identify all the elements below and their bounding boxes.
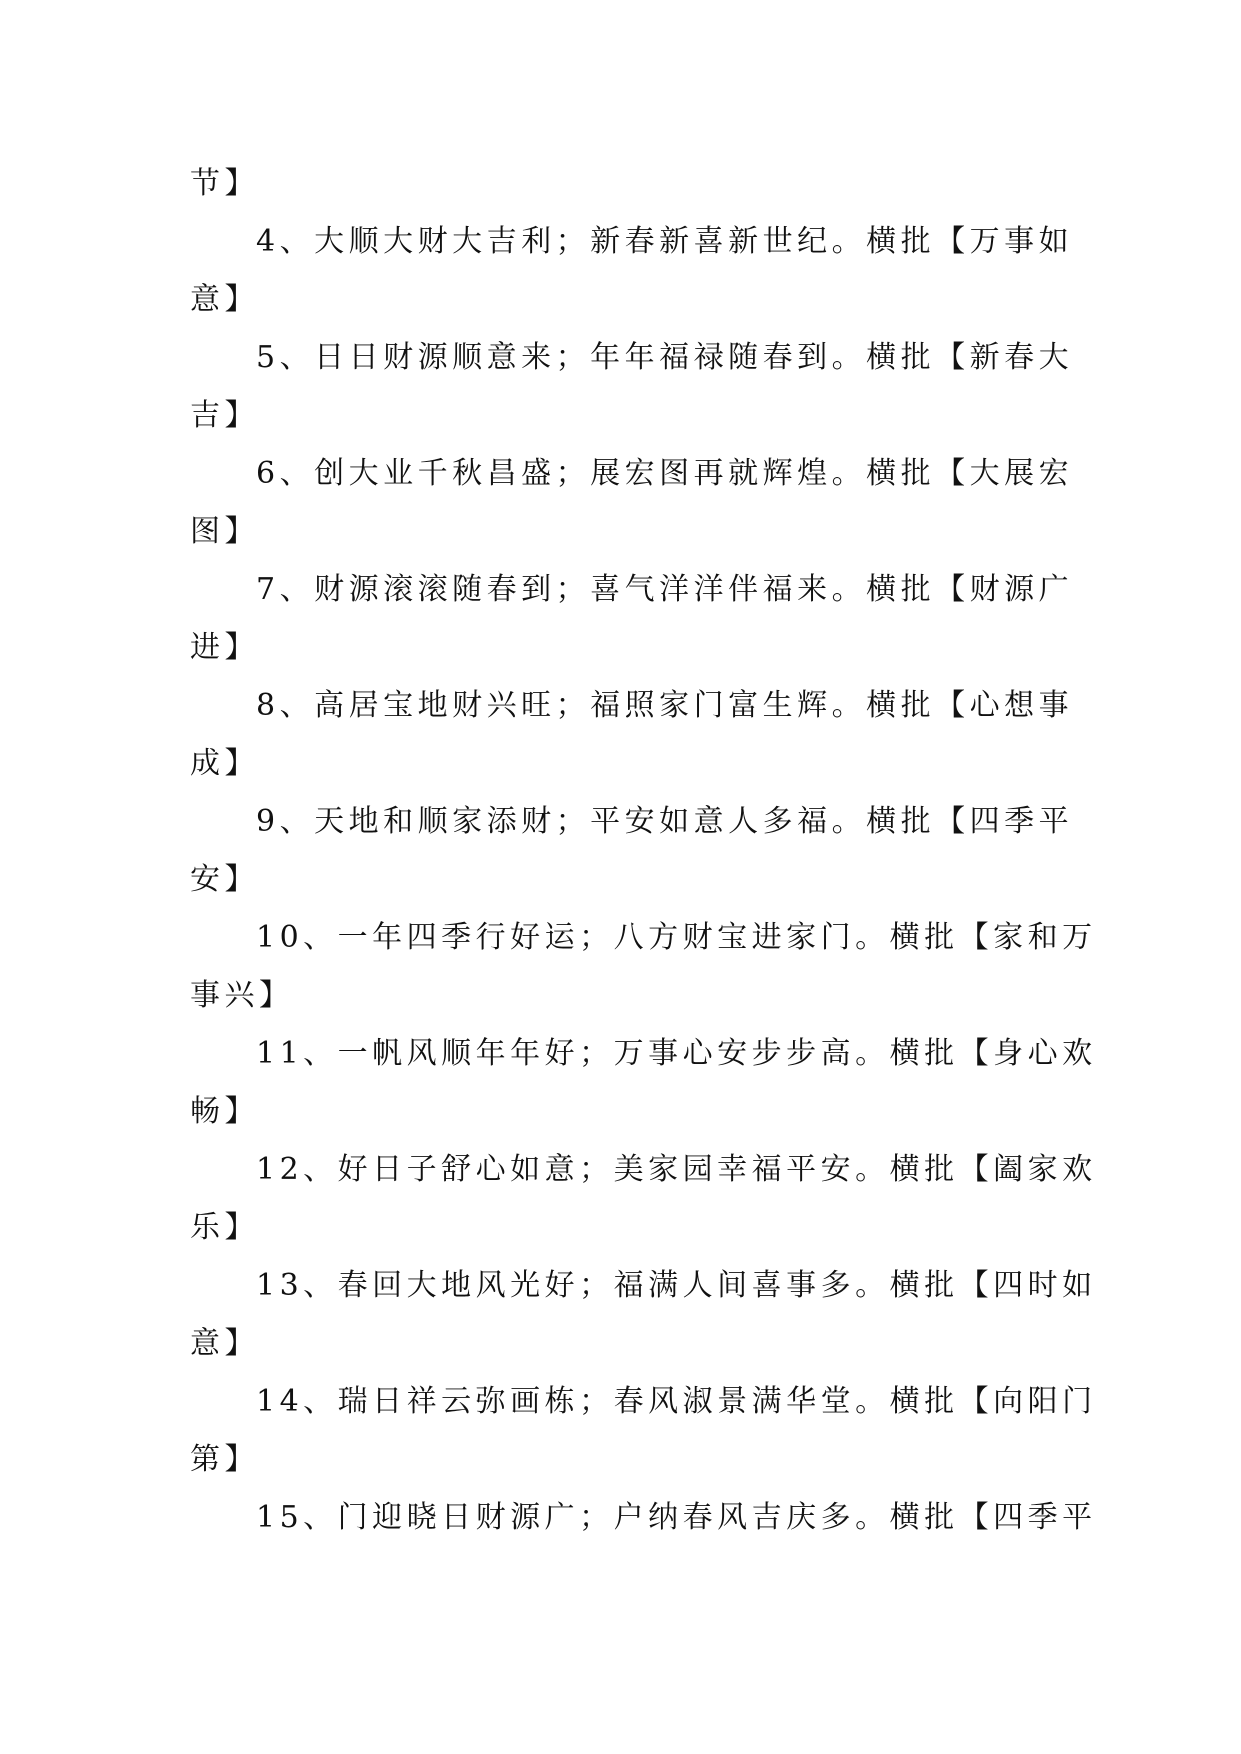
- text-line: 第】: [190, 1442, 259, 1477]
- couplet-item-15: 15、门迎晓日财源广；户纳春风吉庆多。横批【四季平: [256, 1500, 1097, 1535]
- couplet-item-14: 14、瑞日祥云弥画栋；春风淑景满华堂。横批【向阳门: [256, 1384, 1097, 1419]
- text-line: 事兴】: [190, 978, 294, 1013]
- text-line: 吉】: [190, 398, 259, 433]
- text-line: 进】: [190, 630, 259, 665]
- couplet-item-9: 9、天地和顺家添财；平安如意人多福。横批【四季平: [256, 804, 1074, 839]
- text-line: 乐】: [190, 1210, 259, 1245]
- couplet-item-4: 4、大顺大财大吉利；新春新喜新世纪。横批【万事如: [256, 224, 1074, 259]
- couplet-item-11: 11、一帆风顺年年好；万事心安步步高。横批【身心欢: [256, 1036, 1097, 1071]
- text-line: 成】: [190, 746, 259, 781]
- couplet-item-7: 7、财源滚滚随春到；喜气洋洋伴福来。横批【财源广: [256, 572, 1074, 607]
- couplet-item-5: 5、日日财源顺意来；年年福禄随春到。横批【新春大: [256, 340, 1074, 375]
- text-line: 安】: [190, 862, 259, 897]
- couplet-item-13: 13、春回大地风光好；福满人间喜事多。横批【四时如: [256, 1268, 1097, 1303]
- text-line: 意】: [190, 282, 259, 317]
- document-body: [190, 155, 1097, 1547]
- couplet-item-12: 12、好日子舒心如意；美家园幸福平安。横批【阖家欢: [256, 1152, 1097, 1187]
- text-line: 图】: [190, 514, 259, 549]
- text-line: 畅】: [190, 1094, 259, 1129]
- text-line: 节】: [190, 166, 259, 201]
- couplet-item-6: 6、创大业千秋昌盛；展宏图再就辉煌。横批【大展宏: [256, 456, 1074, 491]
- text-line: 意】: [190, 1326, 259, 1361]
- couplet-item-10: 10、一年四季行好运；八方财宝进家门。横批【家和万: [256, 920, 1097, 955]
- couplet-item-8: 8、高居宝地财兴旺；福照家门富生辉。横批【心想事: [256, 688, 1074, 723]
